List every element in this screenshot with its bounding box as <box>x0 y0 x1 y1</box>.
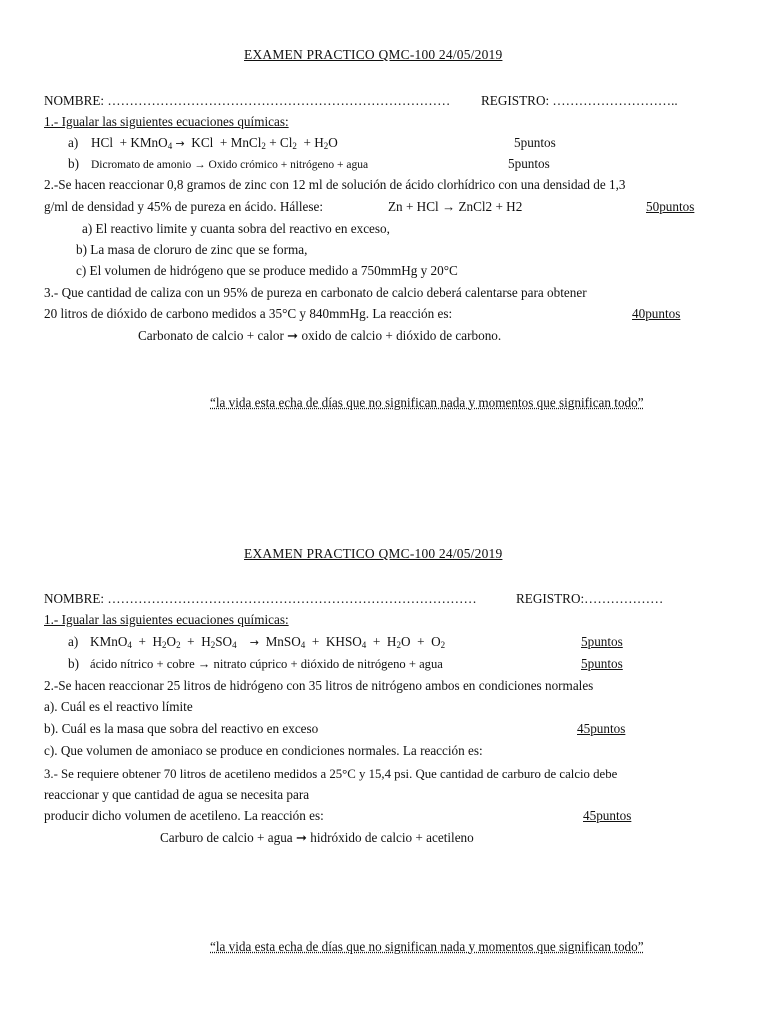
question-3-points: 40puntos <box>632 306 681 321</box>
question-1-heading: 1.- Igualar las siguientes ecuaciones químicas: <box>44 114 289 129</box>
question-1a-points: 5puntos <box>581 634 623 649</box>
question-1a-equation: KMnO$_4$ + $H_2O_2 + H_2SO_4$ → MnSO$_4$ + $KHSO_4 + H_2O + O_2$ <box>90 634 446 650</box>
question-2-line-1: 2.-Se hacen reaccionar 0,8 gramos de zinc con 12 ml de solución de ácido clorhídrico con una densidad de 1,3 <box>44 177 626 192</box>
question-1b-marker: b) <box>68 156 79 171</box>
question-3-line-2: 20 litros de dióxido de carbono medidos a 35°C y 840mmHg. La reacción es: <box>44 306 453 321</box>
exam-title: EXAMEN PRACTICO QMC-100 24/05/2019 <box>244 546 503 561</box>
question-2b: b) La masa de cloruro de zinc que se forma, <box>76 242 308 257</box>
question-2a: a). Cuál es el reactivo límite <box>44 699 193 714</box>
question-3-points: 45puntos <box>583 808 632 823</box>
question-2-equation: Zn + HCl → ZnCl2 + H2 <box>388 199 523 214</box>
registro-field-label: REGISTRO:……………… <box>516 591 664 606</box>
question-1b-text: ácido nítrico + cobre → nitrato cúprico + dióxido de nitrógeno + agua <box>90 657 443 671</box>
nombre-field-label: NOMBRE: …………………………………………………………………… <box>44 93 451 108</box>
question-1b-marker: b) <box>68 656 79 671</box>
question-2-line-2: g/ml de densidad y 45% de pureza en ácido. Hállese: <box>44 199 324 214</box>
question-3-line-1: 3.- Que cantidad de caliza con un 95% de pureza en carbonato de calcio deberá calentarse para obtener <box>44 285 587 300</box>
question-3-line-3: producir dicho volumen de acetileno. La reacción es: <box>44 808 324 823</box>
question-1b-points: 5puntos <box>508 156 550 171</box>
closing-quote: “la vida esta echa de días que no significan nada y momentos que significan todo” <box>210 395 644 410</box>
question-1a-equation: HCl + KMnO$_4$ → KCl + MnCl$_2$ + $Cl_2 + H_2O$ <box>91 135 338 151</box>
question-1-heading: 1.- Igualar las siguientes ecuaciones químicas: <box>44 612 289 627</box>
question-1a-points: 5puntos <box>514 135 556 150</box>
nombre-field-label: NOMBRE: ………………………………………………………………………… <box>44 591 477 606</box>
registro-field-label: REGISTRO: ……………………….. <box>481 93 678 108</box>
question-2b: b). Cuál es la masa que sobra del reactivo en exceso <box>44 721 319 736</box>
exam-title: EXAMEN PRACTICO QMC-100 24/05/2019 <box>244 47 503 62</box>
question-1b-text: Dicromato de amonio → Oxido crómico + nitrógeno + agua <box>91 159 369 171</box>
question-2c: c) El volumen de hidrógeno que se produce medido a 750mmHg y 20°C <box>76 263 458 278</box>
question-3-reaction: Carburo de calcio + agua ➞ hidróxido de calcio + acetileno <box>160 830 474 845</box>
question-2a: a) El reactivo limite y cuanta sobra del reactivo en exceso, <box>82 221 390 236</box>
question-2-points: 45puntos <box>577 721 626 736</box>
closing-quote: “la vida esta echa de días que no significan nada y momentos que significan todo” <box>210 939 644 954</box>
question-1a-marker: a) <box>68 135 79 150</box>
question-2-points: 50puntos <box>646 199 695 214</box>
question-3-line-1: 3.- Se requiere obtener 70 litros de acetileno medidos a 25°C y 15,4 psi. Que cantidad de carburo de calcio debe <box>44 767 618 781</box>
question-1b-points: 5puntos <box>581 656 623 671</box>
question-2c: c). Que volumen de amoniaco se produce en condiciones normales. La reacción es: <box>44 743 483 758</box>
question-2-line-1: 2.-Se hacen reaccionar 25 litros de hidrógeno con 35 litros de nitrógeno ambos en condiciones normales <box>44 678 594 693</box>
question-1a-marker: a) <box>68 634 79 649</box>
question-3-line-2: reaccionar y que cantidad de agua se necesita para <box>44 787 310 802</box>
question-3-reaction: Carbonato de calcio + calor ➞ oxido de calcio + dióxido de carbono. <box>138 328 502 343</box>
